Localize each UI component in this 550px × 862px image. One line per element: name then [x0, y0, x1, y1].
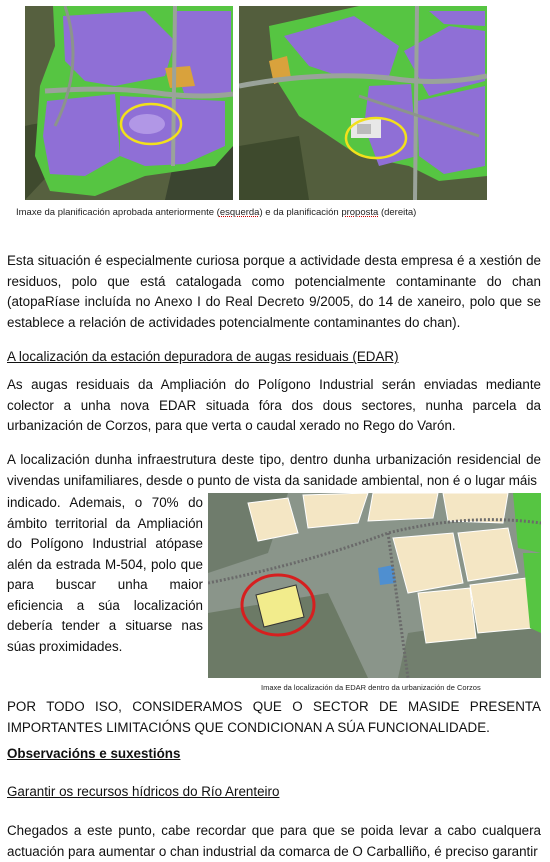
- caption-part-3: (dereita): [378, 207, 417, 218]
- map-edar-location: [208, 493, 541, 678]
- figure-caption-top: [16, 207, 416, 218]
- map-proposed-plan-image: [239, 6, 487, 200]
- paragraph-waste-activity: Esta situación é especialmente curiosa porque a actividade desta empresa é a xestión de residuos, polo que está catalogada como potencialmente contaminante do chan (atopaRíase incluída no Anexo I do Real Decreto 9/2005, do 14 de xaneiro, polo que se establece a relación de actividades potencialmente contaminantes do chan).: [7, 253, 541, 330]
- paragraph-final: Chegados a este punto, cabe recordar que para que se poida levar a cabo cualquera actuación para aumentar o chan industrial da comarca de O Carballiño, é preciso garantir: [7, 823, 541, 859]
- map-proposed-plan: [239, 6, 487, 200]
- map-edar-image: [208, 493, 541, 678]
- map-previous-plan-image: [25, 6, 233, 200]
- heading-water-resources: Garantir os recursos hídricos do Río Arenteiro: [7, 784, 280, 799]
- caption-part-2: ) e da planificación: [259, 207, 342, 218]
- paragraph-wastewater: As augas residuais da Ampliación do Polígono Industrial serán enviadas mediante colector a unha nova EDAR situada fóra dos dous sectores, nunha parcela da urbanización de Corzos, para que verta o caudal xerado no Rego do Varón.: [7, 377, 541, 433]
- caption-proposta: proposta: [341, 207, 379, 218]
- caption-part-1: Imaxe da planificación aprobada anteriormente (: [16, 207, 220, 218]
- paragraph-location-start: A localización dunha infraestrutura deste tipo, dentro dunha urbanización residencial de vivendas unifamiliares, desde o punto de vista da sanidade ambiental, non é o lugar máis: [7, 452, 541, 488]
- figure-caption-edar: Imaxe da localización da EDAR dentro da urbanización de Corzos: [261, 683, 481, 692]
- paragraph-conclusion: POR TODO ISO, CONSIDERAMOS QUE O SECTOR DE MASIDE PRESENTA IMPORTANTES LIMITACIÓNS QUE CONDICIONAN A SÚA FUNCIONALIDADE.: [7, 699, 541, 735]
- caption-left: esquerda: [219, 207, 260, 218]
- paragraph-location-rest: indicado. Ademais, o 70% do ámbito territorial da Ampliación do Polígono Industrial atópase alén da estrada M-504, polo que para buscar unha maior eficiencia a súa localización debería tender a situarse nas súas proximidades.: [7, 495, 203, 654]
- heading-edar: A localización da estación depuradora de augas residuais (EDAR): [7, 349, 399, 364]
- map-previous-plan: [25, 6, 233, 200]
- heading-observations: Observacións e suxestións: [7, 746, 181, 761]
